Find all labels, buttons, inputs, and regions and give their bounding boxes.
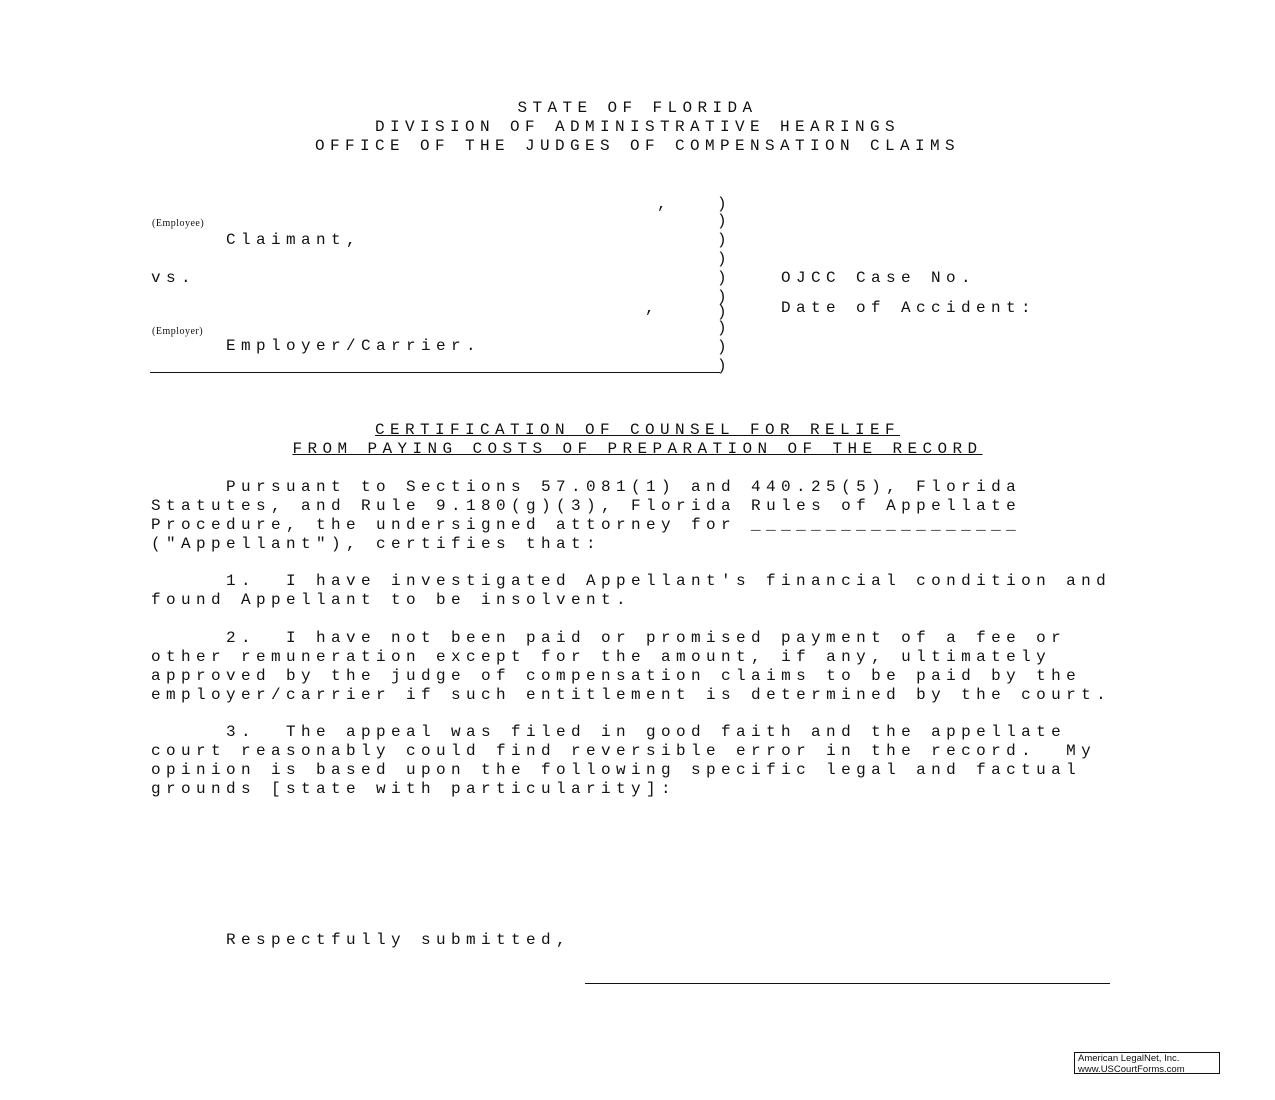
signature-line: [585, 983, 1110, 984]
item-2: 2. I have not been paid or promised payment of a fee or: [226, 629, 1067, 647]
intro-paragraph: Statutes, and Rule 9.180(g)(3), Florida Rules of Appellate: [151, 497, 1022, 515]
caption-paren: ): [717, 269, 733, 287]
header-office: OFFICE OF THE JUDGES OF COMPENSATION CLAIMS: [314, 137, 961, 155]
intro-paragraph: ("Appellant"), certifies that:: [151, 535, 602, 553]
employee-label: (Employee): [152, 218, 205, 229]
item-1: 1. I have investigated Appellant's financial condition and: [226, 572, 1112, 590]
item-2: approved by the judge of compensation claims to be paid by the: [151, 667, 1082, 685]
item-3: grounds [state with particularity]:: [151, 780, 677, 798]
closing-text: Respectfully submitted,: [226, 931, 572, 949]
caption-paren: ): [717, 288, 733, 306]
caption-bottom-rule: [150, 372, 720, 373]
header-division: DIVISION OF ADMINISTRATIVE HEARINGS: [374, 118, 901, 136]
item-3: 3. The appeal was filed in good faith and the appellate: [226, 723, 1067, 741]
caption-paren: ): [717, 231, 733, 249]
employer-label: (Employer): [152, 326, 204, 337]
employee-name-comma: ,: [657, 195, 673, 213]
item-1: found Appellant to be insolvent.: [151, 591, 632, 609]
caption-paren: ): [717, 357, 733, 375]
caption-paren: ): [717, 212, 733, 230]
claimant-label: Claimant,: [226, 231, 362, 249]
caption-paren: ): [717, 303, 733, 321]
publisher-badge: [1074, 1052, 1220, 1074]
caption-paren: ): [717, 250, 733, 268]
publisher-name: American LegalNet, Inc.: [1078, 1053, 1180, 1064]
date-of-accident-label: Date of Accident:: [781, 299, 1037, 317]
header-state: STATE OF FLORIDA: [517, 99, 758, 117]
caption-paren: ): [717, 319, 733, 337]
caption-paren: ): [717, 338, 733, 356]
item-3: opinion is based upon the following specific legal and factual: [151, 761, 1082, 779]
case-number-label: OJCC Case No.: [781, 269, 977, 287]
item-3: court reasonably could find reversible error in the record. My: [151, 742, 1097, 760]
item-2: employer/carrier if such entitlement is determined by the court.: [151, 686, 1112, 704]
publisher-url: www.USCourtForms.com: [1078, 1063, 1185, 1075]
item-2: other remuneration except for the amount, if any, ultimately: [151, 648, 1052, 666]
intro-paragraph: Procedure, the undersigned attorney for __________________: [151, 516, 1022, 534]
intro-paragraph: Pursuant to Sections 57.081(1) and 440.25(5), Florida: [226, 478, 1022, 496]
employer-carrier-label: Employer/Carrier.: [226, 337, 482, 355]
vs-label: vs.: [151, 269, 197, 287]
employer-name-comma: ,: [645, 299, 661, 317]
document-title-line1: CERTIFICATION OF COUNSEL FOR RELIEF: [374, 421, 901, 439]
caption-paren: ): [717, 195, 733, 213]
document-title-line2: FROM PAYING COSTS OF PREPARATION OF THE RECORD: [292, 440, 983, 458]
